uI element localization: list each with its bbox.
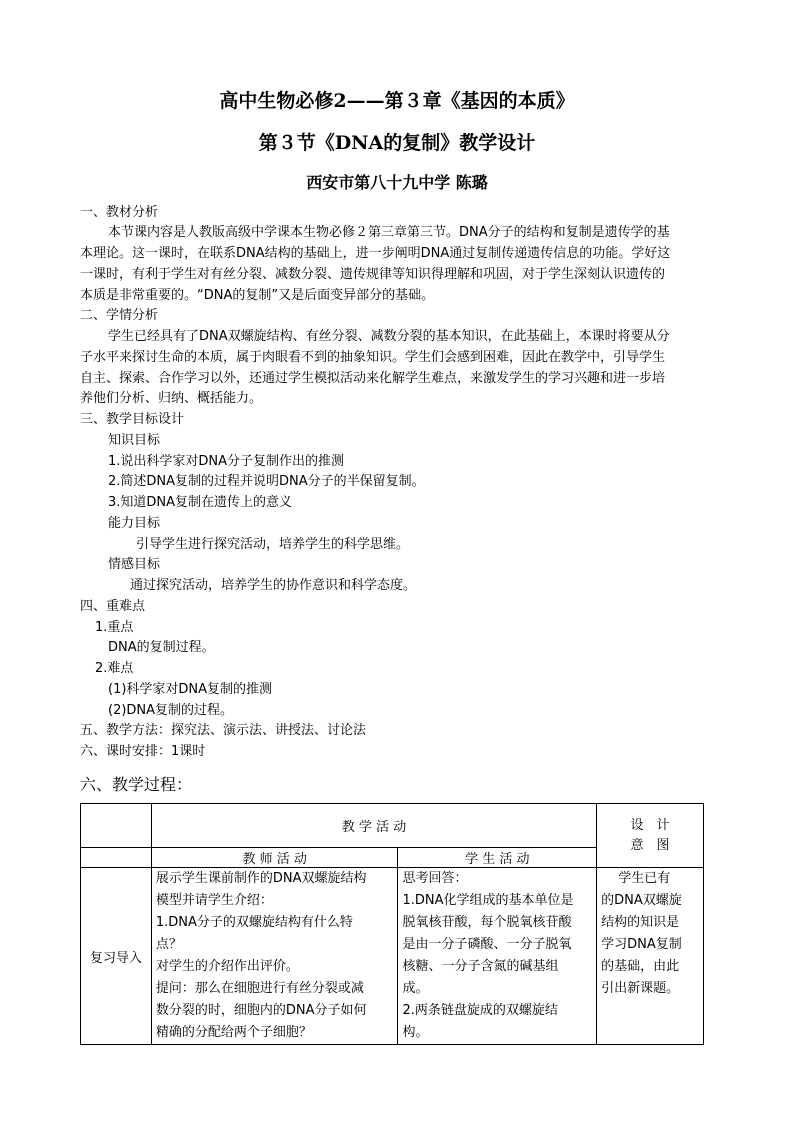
table-blank-cell xyxy=(81,848,152,868)
cell-line: 模型并请学生介绍： xyxy=(155,893,273,908)
teaching-process-table xyxy=(80,803,704,1045)
design-header-line: 设 计 xyxy=(630,817,670,833)
emotion-goal-heading: 情感目标 xyxy=(108,557,161,572)
ability-goal-text: 引导学生进行探究活动，培养学生的科学思维。 xyxy=(136,537,410,552)
knowledge-goal-item: 1.说出科学家对DNA分子复制作出的推测 xyxy=(108,454,345,469)
ability-goal-heading: 能力目标 xyxy=(108,516,161,531)
cell-line: 对学生的介绍作出评价。 xyxy=(155,959,299,974)
paragraph-line: 学生已经具有了DNA双螺旋结构、有丝分裂、减数分裂的基本知识，在此基础上，本课时将要从分 xyxy=(108,329,670,344)
cell-line: 学习DNA复制 xyxy=(601,937,682,952)
doc-author: 西安市第八十九中学 陈璐 xyxy=(306,173,488,192)
cell-line: 思考回答： xyxy=(402,871,468,886)
knowledge-goal-heading: 知识目标 xyxy=(108,433,161,448)
cell-line: 精确的分配给两个子细胞？ xyxy=(155,1025,312,1040)
cell-line: 是由一分子磷酸、一分子脱氧 xyxy=(402,937,572,952)
key-point-heading: 1.重点 xyxy=(95,620,134,635)
design-header-line: 意 图 xyxy=(630,837,670,853)
paragraph-line: 一课时，有利于学生对有丝分裂、减数分裂、遗传规律等知识得理解和巩固，对于学生深刻认识遗传的 xyxy=(80,267,666,282)
design-header xyxy=(597,804,704,868)
class-hours: 六、课时安排：1课时 xyxy=(80,744,206,759)
knowledge-goal-item: 2.简述DNA复制的过程并说明DNA分子的半保留复制。 xyxy=(108,474,425,489)
cell-line: 结构的知识是 xyxy=(601,915,680,930)
activity-header: 教 学 活 动 xyxy=(151,804,596,848)
cell-line: 核糖、一分子含氮的碱基组 xyxy=(402,959,559,974)
table-header-row xyxy=(81,804,704,848)
student-activity-cell xyxy=(398,868,597,1045)
cell-line: 的基础，由此 xyxy=(601,959,680,974)
cell-line: 1.DNA化学组成的基本单位是 xyxy=(402,893,574,908)
emotion-goal-text: 通过探究活动，培养学生的协作意识和科学态度。 xyxy=(130,578,417,593)
process-heading: 六、教学过程： xyxy=(80,775,193,794)
section-heading-textbook: 一、教材分析 xyxy=(80,205,159,220)
paragraph-line: 子水平来探讨生命的本质，属于肉眼看不到的抽象知识。学生们会感到困难，因此在教学中，引导学生 xyxy=(80,350,666,365)
paragraph-line: 本质是非常重要的。“DNA的复制”又是后面变异部分的基础。 xyxy=(80,288,435,303)
knowledge-goal-item: 3.知道DNA复制在遗传上的意义 xyxy=(108,495,293,510)
design-intent-cell xyxy=(597,868,704,1045)
cell-line: 学生已有 xyxy=(601,871,671,886)
table-corner-cell xyxy=(81,804,152,848)
student-activity-header: 学 生 活 动 xyxy=(398,848,597,868)
table-row xyxy=(81,868,704,1045)
doc-subtitle: 第３节《DNA的复制》教学设计 xyxy=(258,132,536,154)
teaching-methods: 五、教学方法：探究法、演示法、讲授法、讨论法 xyxy=(80,723,367,738)
doc-title: 高中生物必修2——第３章《基因的本质》 xyxy=(219,90,575,112)
paragraph-line: 本节课内容是人教版高级中学课本生物必修２第三章第三节。DNA分子的结构和复制是遗传学的基 xyxy=(108,225,670,240)
cell-line: 展示学生课前制作的DNA双螺旋结构 xyxy=(155,871,367,886)
section-heading-key-points: 四、重难点 xyxy=(80,599,146,614)
cell-line: 的DNA双螺旋 xyxy=(601,893,682,908)
key-point-text: DNA的复制过程。 xyxy=(108,640,215,655)
cell-line: 成。 xyxy=(402,981,429,996)
cell-line: 构。 xyxy=(402,1025,429,1040)
row-label: 复习导入 xyxy=(81,868,152,1045)
cell-line: 2.两条链盘旋成的双螺旋结 xyxy=(402,1003,558,1018)
cell-line: 引出新课题。 xyxy=(601,981,680,996)
cell-line: 点？ xyxy=(155,937,182,952)
section-heading-students: 二、学情分析 xyxy=(80,308,159,323)
paragraph-line: 自主、探索、合作学习以外，还通过学生模拟活动来化解学生难点，来激发学生的学习兴趣和进一步培 xyxy=(80,371,666,386)
cell-line: 提问：那么在细胞进行有丝分裂或减 xyxy=(155,981,364,996)
cell-line: 数分裂的时，细胞内的DNA分子如何 xyxy=(155,1003,367,1018)
cell-line: 1.DNA分子的双螺旋结构有什么特 xyxy=(155,915,353,930)
difficulty-item: (1)科学家对DNA复制的推测 xyxy=(108,682,273,697)
teacher-activity-cell xyxy=(151,868,398,1045)
teacher-activity-header: 教 师 活 动 xyxy=(151,848,398,868)
paragraph-line: 养他们分析、归纳、概括能力。 xyxy=(80,391,263,406)
section-heading-goals: 三、教学目标设计 xyxy=(80,412,185,427)
cell-line: 脱氧核苷酸，每个脱氧核苷酸 xyxy=(402,915,572,930)
difficulty-item: (2)DNA复制的过程。 xyxy=(108,703,234,718)
paragraph-line: 本理论。这一课时，在联系DNA结构的基础上，进一步阐明DNA通过复制传递遗传信息的功能。学好这 xyxy=(80,246,671,261)
difficulty-heading: 2.难点 xyxy=(95,661,134,676)
